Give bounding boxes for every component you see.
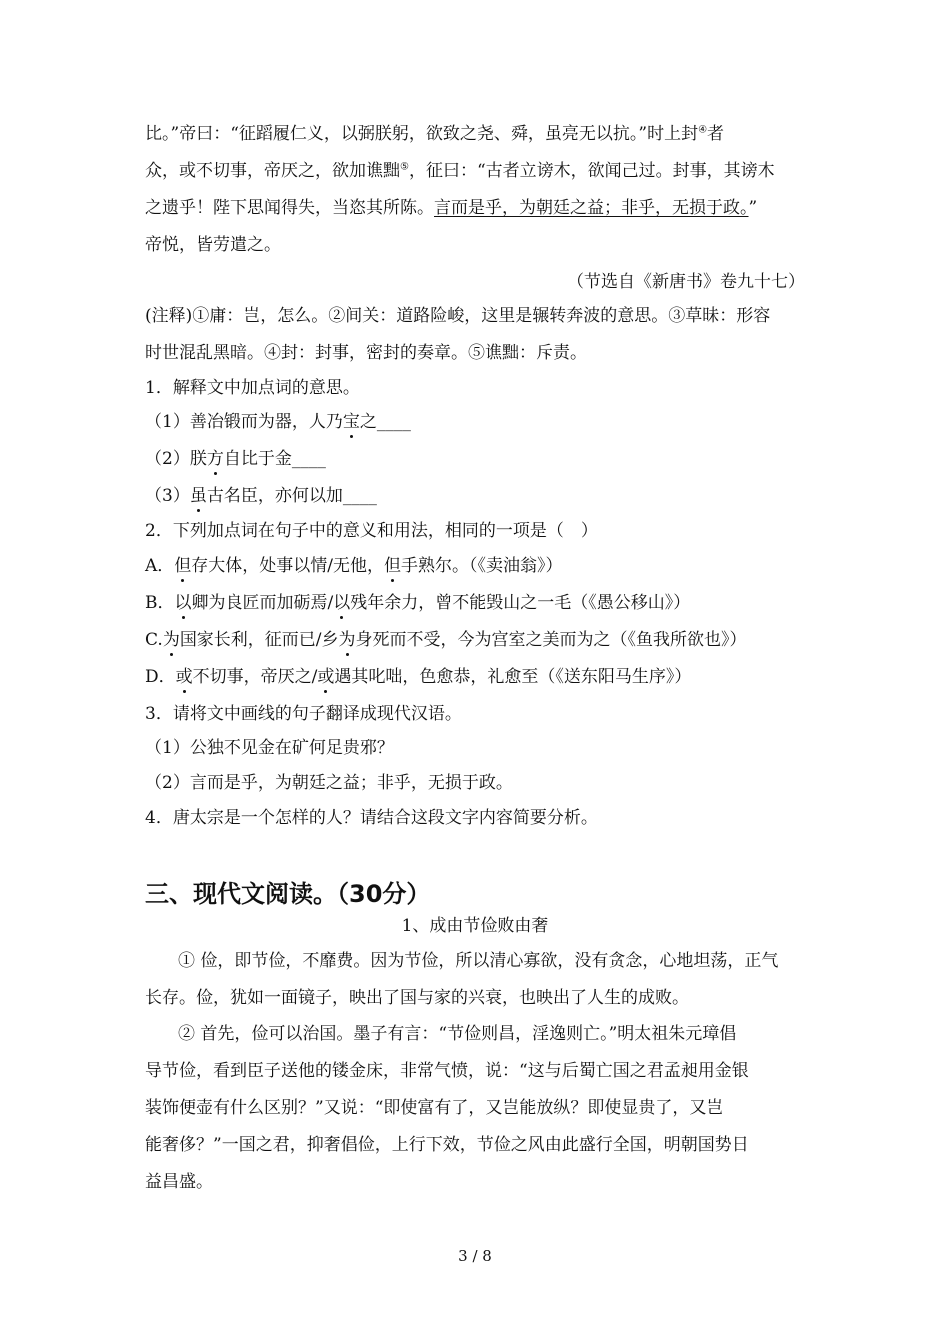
question-1-item-1: （1）善冶锻而为器，人乃宝之____ bbox=[145, 412, 411, 432]
paragraph-1-line-2: 长存。俭，犹如一面镜子，映出了国与家的兴衰，也映出了人生的成败。 bbox=[145, 988, 689, 1008]
note-ref-4: ④ bbox=[698, 124, 708, 136]
paragraph-2-line-2: 导节俭，看到臣子送他的镂金床，非常气愤，说：“这与后蜀亡国之君孟昶用金银 bbox=[145, 1061, 749, 1081]
article-title: 1、成由节俭败由奢 bbox=[401, 916, 549, 936]
question-2-option-c: C.为国家长利，征而已/乡为身死而不受，今为宫室之美而为之（《鱼我所欲也》） bbox=[145, 630, 747, 650]
underlined-sentence: 言而是乎，为朝廷之益；非乎，无损于政。 bbox=[434, 198, 749, 218]
notes-line-2: 时世混乱黑暗。④封：封事，密封的奏章。⑤谯黜：斥责。 bbox=[145, 343, 587, 363]
dotted-word: 方 bbox=[206, 449, 224, 469]
dotted-word: 以 bbox=[174, 593, 192, 613]
notes-line-1: (注释)①庸：岂，怎么。②间关：道路险峻，这里是辗转奔波的意思。③草昧：形容 bbox=[145, 306, 771, 326]
note-ref-5: ⑤ bbox=[400, 161, 409, 173]
dotted-word: 或 bbox=[175, 667, 193, 687]
passage-line-3: 之遗乎！陛下思闻得失，当恣其所陈。言而是乎，为朝廷之益；非乎，无损于政。” bbox=[145, 198, 758, 218]
question-1: 1．解释文中加点词的意思。 bbox=[145, 378, 360, 398]
paragraph-2-line-5: 益昌盛。 bbox=[145, 1172, 213, 1192]
passage-line-1: 比。”帝曰：“征蹈履仁义，以弼朕躬，欲致之尧、舜，虽亮无以抗。”时上封④者 bbox=[145, 124, 725, 144]
section-heading: 三、现代文阅读。（30分） bbox=[145, 880, 431, 908]
question-1-item-3: （3）虽古名臣，亦何以加____ bbox=[145, 486, 377, 506]
passage-line-2: 众，或不切事，帝厌之，欲加谯黜⑤，征曰：“古者立谤木，欲闻己过。封事，其谤木 bbox=[145, 161, 775, 181]
dotted-word: 为 bbox=[162, 630, 180, 650]
question-4: 4．唐太宗是一个怎样的人？请结合这段文字内容简要分析。 bbox=[145, 808, 598, 828]
dotted-word: 或 bbox=[317, 667, 335, 687]
paragraph-2-line-4: 能奢侈？”一国之君，抑奢倡俭，上行下效，节俭之风由此盛行全国，明朝国势日 bbox=[145, 1135, 749, 1155]
passage-source: （节选自《新唐书》卷九十七） bbox=[567, 272, 805, 292]
question-2-option-a: A．但存大体，处事以情/无他，但手熟尔。（《卖油翁》） bbox=[145, 556, 563, 576]
question-3-item-2: （2）言而是乎，为朝廷之益；非乎，无损于政。 bbox=[145, 773, 513, 793]
paragraph-2-line-1: ② 首先，俭可以治国。墨子有言：“节俭则昌，淫逸则亡。”明太祖朱元璋倡 bbox=[178, 1024, 737, 1044]
dotted-word: 为 bbox=[338, 630, 356, 650]
dotted-word: 但 bbox=[174, 556, 192, 576]
question-3-item-1: （1）公独不见金在矿何足贵邪？ bbox=[145, 738, 394, 758]
question-3: 3．请将文中画线的句子翻译成现代汉语。 bbox=[145, 704, 462, 724]
dotted-word: 但 bbox=[384, 556, 402, 576]
question-2: 2．下列加点词在句子中的意义和用法，相同的一项是（ ） bbox=[145, 521, 598, 541]
question-2-option-d: D．或不切事，帝厌之/或遇其叱咄，色愈恭，礼愈至（《送东阳马生序》） bbox=[145, 667, 692, 687]
question-1-item-2: （2）朕方自比于金____ bbox=[145, 449, 326, 469]
page-number: 3 / 8 bbox=[458, 1247, 492, 1265]
question-2-option-b: B．以卿为良匠而加砺焉/以残年余力，曾不能毁山之一毛（《愚公移山》） bbox=[145, 593, 691, 613]
dotted-word: 以 bbox=[333, 593, 351, 613]
passage-line-4: 帝悦，皆劳遣之。 bbox=[145, 235, 281, 255]
dotted-word: 宝 bbox=[342, 412, 360, 432]
paragraph-1-line-1: ① 俭，即节俭，不靡费。因为节俭，所以清心寡欲，没有贪念，心地坦荡，正气 bbox=[178, 951, 779, 971]
paragraph-2-line-3: 装饰便壶有什么区别？”又说：“即使富有了，又岂能放纵？即使显贵了，又岂 bbox=[145, 1098, 724, 1118]
dotted-word: 虽 bbox=[189, 486, 207, 506]
